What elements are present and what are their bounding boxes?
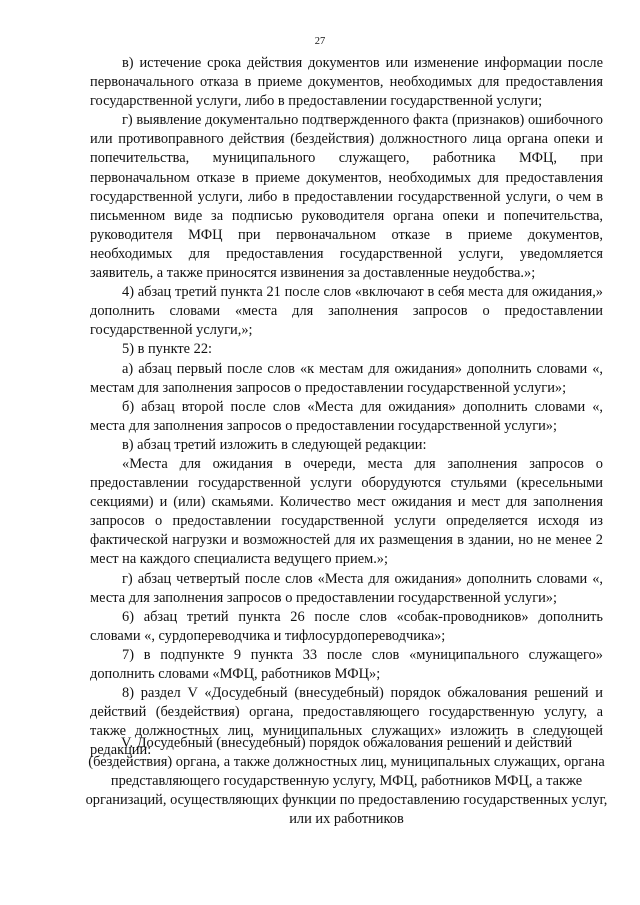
paragraph-item-5: 5) в пункте 22: xyxy=(122,341,213,358)
paragraph-g: г) выявление документально подтвержденного факта (признаков) ошибочного или противоправного действия (бездействия) должностного лица органа опеки и попечительства, муниципального служащего, работника МФЦ, при первоначальном отказе в приеме документов, необходимых для предоставления государственной услуги, либо в предоставлении государственной услуги, о чем в письменном виде за подписью руководителя органа опеки и попечительства, руководителя МФЦ при первоначальном отказе в приеме документов, необходимых для предоставления государственной услуги, уведомляется заявитель, а также приносятся извинения за доставленные неудобства.»; xyxy=(90,112,603,282)
paragraph-item-4: 4) абзац третий пункта 21 после слов «включают в себя места для ожидания,» дополнить словами «места для заполнения запросов о предоставлении государственной услуги,»; xyxy=(90,284,603,339)
paragraph-5b: б) абзац второй после слов «Места для ожидания» дополнить словами «, места для заполнения запросов о предоставлении государственной услуги»; xyxy=(90,398,603,434)
page-number: 27 xyxy=(314,36,326,47)
body-text xyxy=(90,54,603,760)
paragraph-quoted-text: «Места для ожидания в очереди, места для заполнения запросов о предоставлении государственной услуги оборудуются стульями (кресельными секциями) и (или) скамьями. Количество мест ожидания и мест для заполнения запросов о предоставлении государственной услуги определяется исходя из фактической нагрузки и возможностей для их размещения в здании, но не менее 2 мест на каждого специалиста ведущего прием.»; xyxy=(90,455,603,568)
paragraph-5a: а) абзац первый после слов «к местам для ожидания» дополнить словами «, местам для заполнения запросов о предоставлении государственной услуги»; xyxy=(90,360,603,396)
section-title: V. Досудебный (внесудебный) порядок обжалования решений и действий (бездействия) органа, а также должностных лиц, муниципальных служащих, органа представляющего государственную услугу, МФЦ, работников МФЦ, а также организаций, осуществляющих функции по предоставлению государственных услуг, или их работников xyxy=(85,735,608,828)
paragraph-5v: в) абзац третий изложить в следующей редакции: xyxy=(122,436,427,453)
paragraph-item-7: 7) в подпункте 9 пункта 33 после слов «муниципального служащего» дополнить словами «МФЦ, работников МФЦ»; xyxy=(90,646,603,682)
paragraph-5g: г) абзац четвертый после слов «Места для ожидания» дополнить словами «, места для заполнения запросов о предоставлении государственной услуги»; xyxy=(90,570,603,606)
paragraph-item-8: 8) раздел V «Досудебный (внесудебный) порядок обжалования решений и действий (бездействия) органа, предоставляющего государственную услугу, а также должностных лиц, муниципальных служащих» изложить в следующей редакции: xyxy=(90,685,603,759)
paragraph-item-6: 6) абзац третий пункта 26 после слов «собак-проводников» дополнить словами «, сурдопереводчика и тифлосурдопереводчика»; xyxy=(90,608,603,644)
paragraph-v: в) истечение срока действия документов или изменение информации после первоначального отказа в приеме документов, необходимых для предоставления государственной услуги, либо в предоставлении государственной услуги; xyxy=(90,55,603,110)
